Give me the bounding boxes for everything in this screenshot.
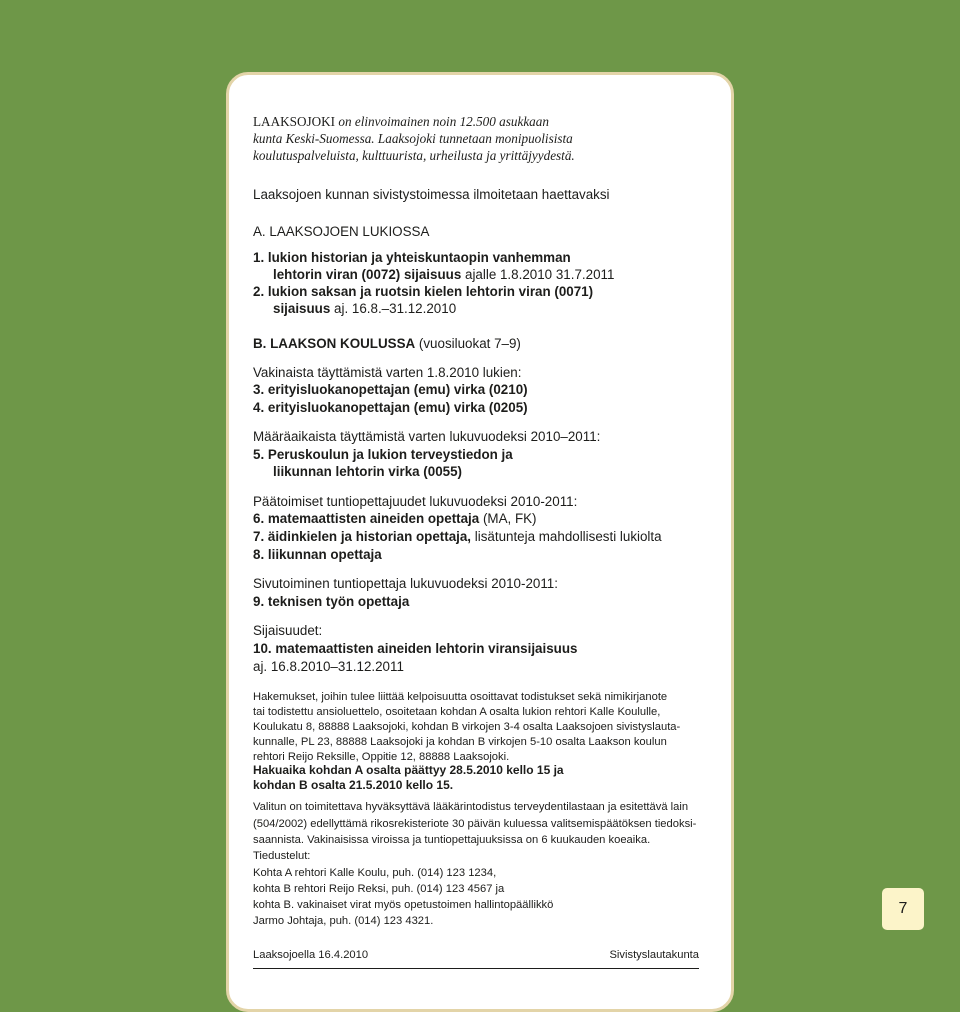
fulltime-heading: Päätoimiset tuntiopettajuudet lukuvuodeksi 2010-2011: [253,494,578,509]
item-4: 4. erityisluokanopettajan (emu) virka (0205) [253,400,528,415]
applications-line-2: tai todistettu ansioluettelo, osoitetaan kohdan A osalta lukion rehtori Kalle Koululle, [253,706,661,718]
signing-committee: Sivistyslautakunta [609,949,699,961]
item-10: 10. matemaattisten aineiden lehtorin viransijaisuus [253,641,578,656]
requirements-line-1: Valitun on toimitettava hyväksyttävä lääkärintodistus terveydentilastaan ja esitettävä lain [253,801,689,813]
announcement-heading: Laaksojoen kunnan sivistystoimessa ilmoitetaan haettavaksi [253,187,610,202]
place-date: Laaksojoella 16.4.2010 [253,949,369,961]
item-5: 5. Peruskoulun ja lukion terveystiedon ja [253,447,513,462]
item-2-cont: sijaisuus aj. 16.8.–31.12.2010 [273,301,457,316]
permanent-heading: Vakinaista täyttämistä varten 1.8.2010 lukien: [253,365,522,380]
applications-line-5: rehtori Reijo Reksille, Oppitie 12, 88888 Laaksojoki. [253,751,510,763]
substitutions-heading: Sijaisuudet: [253,623,323,638]
item-10-dates: aj. 16.8.2010–31.12.2011 [253,659,404,674]
item-8: 8. liikunnan opettaja [253,547,382,562]
inquiries-heading: Tiedustelut: [253,850,311,862]
intro-line-3: koulutuspalveluista, kulttuurista, urheilusta ja yrittäjyydestä. [253,148,575,163]
contact-admin: Jarmo Johtaja, puh. (014) 123 4321. [253,915,434,927]
item-1-cont: lehtorin viran (0072) sijaisuus ajalle 1.8.2010 31.7.2011 [273,267,615,282]
section-a-title: A. LAAKSOJOEN LUKIOSSA [253,224,430,239]
fixed-term-heading: Määräaikaista täyttämistä varten lukuvuodeksi 2010–2011: [253,429,601,444]
contact-a: Kohta A rehtori Kalle Koulu, puh. (014) 123 1234, [253,867,497,879]
item-7: 7. äidinkielen ja historian opettaja, lisätunteja mahdollisesti lukiolta [253,529,662,544]
item-6: 6. matemaattisten aineiden opettaja (MA, FK) [253,511,537,526]
requirements-line-3: saannista. Vakinaisissa viroissa ja tuntiopettajuuksissa on 6 kuukauden koeaika. [253,834,651,846]
item-2: 2. lukion saksan ja ruotsin kielen lehtorin viran (0071) [253,284,594,299]
item-9: 9. teknisen työn opettaja [253,594,410,609]
parttime-heading: Sivutoiminen tuntiopettaja lukuvuodeksi 2010-2011: [253,576,558,591]
item-1: 1. lukion historian ja yhteiskuntaopin vanhemman [253,250,571,265]
applications-line-4: kunnalle, PL 23, 88888 Laaksojoki ja kohdan B virkojen 5-10 osalta Laakson koulun [253,736,667,748]
applications-line-1: Hakemukset, joihin tulee liittää kelpoisuutta osoittavat todistukset sekä nimikirjanote [253,691,668,703]
deadline-line-1: Hakuaika kohdan A osalta päättyy 28.5.2010 kello 15 ja [253,763,564,777]
footer-rule [253,968,699,969]
contact-b: kohta B rehtori Reijo Reksi, puh. (014) 123 4567 ja [253,883,505,895]
contact-b-permanent: kohta B. vakinaiset virat myös opetustoimen hallintopäällikkö [253,899,554,911]
intro-line-1: LAAKSOJOKI on elinvoimainen noin 12.500 asukkaan [253,114,549,129]
requirements-line-2: (504/2002) edellyttämä rikosrekisteriote 30 päivän kuluessa valitsemispäätöksen tiedoksi- [253,818,697,830]
section-b-title: B. LAAKSON KOULUSSA (vuosiluokat 7–9) [253,336,521,351]
page-number-badge [882,888,924,930]
announcement-card [226,72,734,1012]
applications-line-3: Koulukatu 8, 88888 Laaksojoki, kohdan B virkojen 3-4 osalta Laaksojoen sivistyslauta- [253,721,681,733]
item-3: 3. erityisluokanopettajan (emu) virka (0210) [253,382,528,397]
page-number: 7 [898,900,908,917]
intro-line-2: kunta Keski-Suomessa. Laaksojoki tunnetaan monipuolisista [253,131,573,146]
deadline-line-2: kohdan B osalta 21.5.2010 kello 15. [253,778,454,792]
item-5-cont: liikunnan lehtorin virka (0055) [273,464,463,479]
